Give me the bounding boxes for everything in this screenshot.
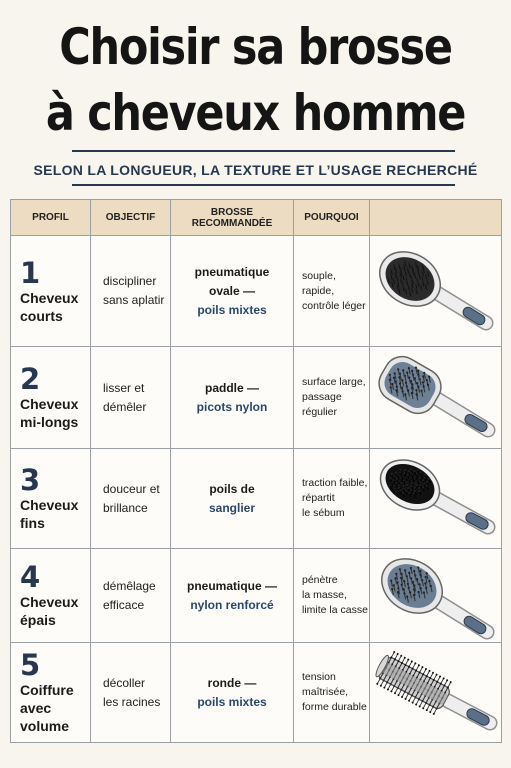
brush-image-cell	[370, 347, 502, 449]
table-row	[11, 449, 502, 549]
reason-cell: souple, rapide, contrôle léger	[294, 236, 370, 347]
header-pourquoi: POURQUOI	[294, 200, 370, 236]
cushion-nylon-brush-icon	[374, 552, 498, 640]
page-title-line2: à cheveux homme	[45, 84, 466, 142]
profile-number: 5	[20, 648, 41, 682]
profile-number: 1	[20, 255, 41, 290]
profile-number: 3	[20, 463, 41, 497]
oval-pneumatic-brush-icon	[374, 247, 498, 335]
profile-cell	[11, 236, 91, 347]
table-row	[11, 236, 502, 347]
header-profil: PROFIL	[11, 200, 91, 236]
brush-table	[10, 199, 502, 743]
brush-image-cell	[370, 236, 502, 347]
profile-cell	[11, 347, 91, 449]
reason-cell: pénètre la masse, limite la casse	[294, 549, 370, 643]
subtitle: SELON LA LONGUEUR, LA TEXTURE ET L’USAGE RECHERCHÉ	[33, 162, 478, 178]
page-title-line1: Choisir sa brosse	[59, 18, 452, 76]
boar-bristle-brush-icon	[374, 455, 498, 543]
brush-image-cell	[370, 549, 502, 643]
profile-name: Cheveux épais	[20, 594, 79, 628]
brush-image-cell	[370, 449, 502, 549]
table-row	[11, 549, 502, 643]
profile-cell	[11, 449, 91, 549]
profile-name: Cheveux mi-longs	[20, 396, 79, 430]
profile-cell	[11, 643, 91, 743]
reason-cell: surface large, passage régulier	[294, 347, 370, 449]
profile-name: Coiffure avec volume	[20, 682, 74, 734]
objective-cell: lisser et démêler	[91, 347, 171, 449]
objective-cell: démêlage efficace	[91, 549, 171, 643]
objective-cell: décoller les racines	[91, 643, 171, 743]
profile-cell	[11, 549, 91, 643]
objective-cell: discipliner sans aplatir	[91, 236, 171, 347]
brush-cell: pneumatique ovale — poils mixtes	[171, 236, 294, 347]
profile-number: 4	[20, 560, 41, 594]
header-brosse: BROSSE RECOMMANDÉE	[171, 200, 294, 236]
brush-cell: ronde — poils mixtes	[171, 643, 294, 743]
top-rule	[72, 150, 455, 152]
brush-image-cell	[370, 643, 502, 743]
brush-cell: poils de sanglier	[171, 449, 294, 549]
header-image	[370, 200, 502, 236]
profile-name: Cheveux fins	[20, 497, 79, 531]
paddle-brush-icon	[374, 354, 498, 442]
table-row	[11, 643, 502, 743]
reason-cell: tension maîtrisée, forme durable	[294, 643, 370, 743]
table-header-row	[11, 200, 502, 236]
table-row	[11, 347, 502, 449]
bottom-rule	[72, 184, 455, 186]
objective-cell: douceur et brillance	[91, 449, 171, 549]
profile-name: Cheveux courts	[20, 289, 79, 324]
brush-cell: pneumatique — nylon renforcé	[171, 549, 294, 643]
profile-number: 2	[20, 362, 41, 396]
header-objectif: OBJECTIF	[91, 200, 171, 236]
round-brush-icon	[374, 649, 498, 737]
reason-cell: traction faible, répartit le sébum	[294, 449, 370, 549]
brush-cell: paddle — picots nylon	[171, 347, 294, 449]
